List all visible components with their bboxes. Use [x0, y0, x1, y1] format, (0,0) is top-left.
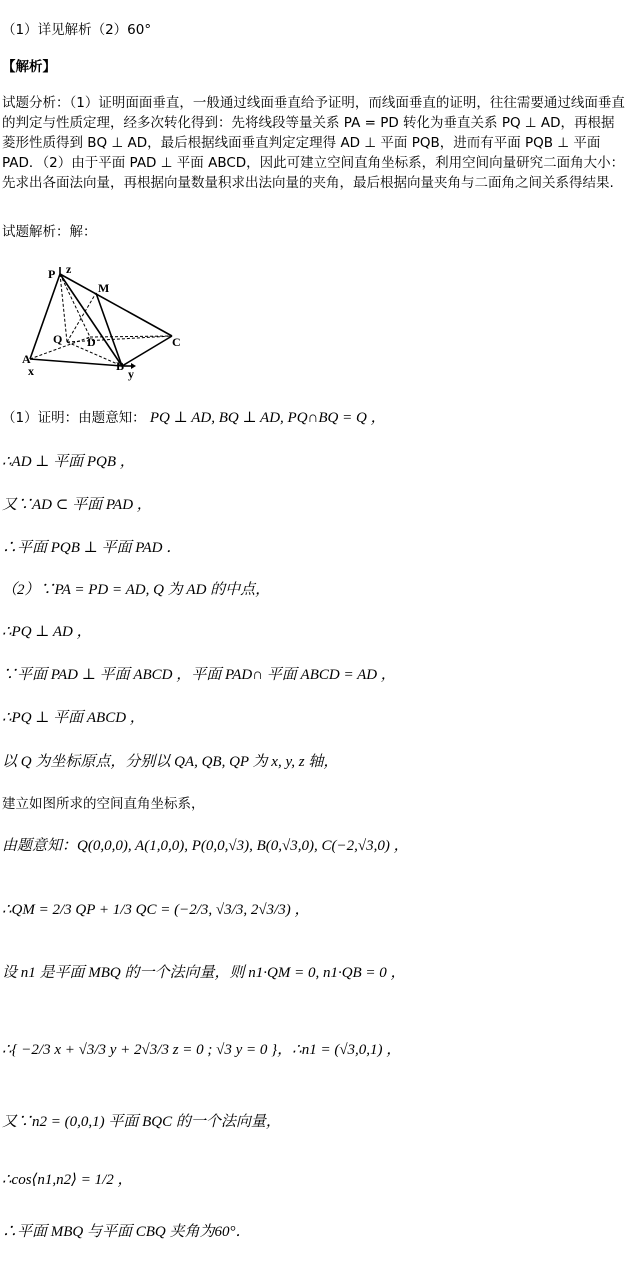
edge-MB — [96, 293, 122, 366]
step-17: ∴平面 MBQ 与平面 CBQ 夹角为60°． — [2, 1224, 251, 1240]
label-B: B — [116, 359, 125, 373]
label-Z: z — [66, 262, 72, 276]
label-D: D — [87, 335, 96, 349]
step-7: ∵平面 PAD ⊥ 平面 ABCD ，平面 PAD∩ 平面 ABCD = AD ， — [2, 667, 396, 683]
analysis-paragraph — [2, 93, 626, 193]
label-P: P — [48, 267, 56, 281]
label-X: x — [28, 364, 34, 378]
edge-BC — [122, 336, 172, 366]
step-10: 建立如图所求的空间直角坐标系， — [2, 796, 205, 812]
step-1-math: PQ ⊥ AD, BQ ⊥ AD, PQ∩BQ = Q ， — [149, 410, 386, 426]
label-C: C — [172, 335, 181, 349]
step-13: 设 n1 是平面 MBQ 的一个法向量，则 n1·QM = 0, n1·QB = 0 ， — [2, 965, 406, 981]
pyramid-figure — [20, 262, 190, 392]
step-16: ∴cos⟨n1,n2⟩ = 1/2 ， — [2, 1172, 133, 1188]
step-9: 以 Q 为坐标原点，分别以 QA, QB, QP 为 x, y, z 轴， — [2, 754, 339, 770]
step-11: 由题意知：Q(0,0,0), A(1,0,0), P(0,0,√3), B(0,√3,0), C(−2,√3,0) ， — [2, 838, 409, 854]
step-15: 又∵n2 = (0,0,1) 平面 BQC 的一个法向量， — [2, 1114, 281, 1130]
step-5: （2）∵PA = PD = AD, Q 为 AD 的中点， — [2, 582, 271, 598]
step-1-text: （1）证明：由题意知： — [2, 410, 146, 426]
step-14: ∴{ −2/3 x + √3/3 y + 2√3/3 z = 0 ; √3 y = 0 }，∴n1 = (√3,0,1) ， — [2, 1042, 402, 1058]
label-A: A — [22, 352, 31, 366]
step-3: 又∵AD ⊂ 平面 PAD ， — [2, 497, 152, 513]
label-Q: Q — [53, 332, 63, 346]
step-4: ∴平面 PQB ⊥ 平面 PAD ． — [2, 540, 182, 556]
answer-line: （1）详见解析（2）60° — [2, 22, 152, 38]
step-1 — [2, 408, 386, 428]
edge-PA — [30, 274, 63, 359]
analysis-title: 试题分析： — [2, 95, 70, 111]
analysis-tag: 【解析】 — [2, 59, 56, 75]
step-12: ∴QM = 2/3 QP + 1/3 QC = (−2/3, √3/3, 2√3/3) ， — [2, 902, 310, 918]
analysis-text: （1）证明面面垂直，一般通过线面垂直给予证明，而线面垂直的证明，往往需要通过线面垂直的判定与性质定理，经多次转化得到：先将线段等量关系 PA = PD 转化为垂直关系 PQ ⊥ AD，再根据菱形性质得到 BQ ⊥ AD，最后根据线面垂直判定定理得 AD ⊥ 平面 PQB，进而有平面 PQB ⊥ 平面 PAD．（2）由于平面 PAD ⊥ 平面 ABCD，因此可建立空间直角坐标系，利用空间向量研究二面角大小：先求出各面法向量，再根据向量数量积求出法向量的夹角，最后根据向量夹角与二面角之间关系得结果. — [2, 95, 625, 191]
label-M: M — [98, 281, 110, 295]
edge-AB — [30, 359, 122, 366]
label-Y: y — [128, 367, 134, 381]
step-6: ∴PQ ⊥ AD ， — [2, 624, 92, 640]
edge-PC — [60, 274, 172, 336]
solution-title: 试题解析：解： — [2, 224, 97, 240]
step-2: ∴AD ⊥ 平面 PQB ， — [2, 454, 135, 470]
step-8: ∴PQ ⊥ 平面 ABCD ， — [2, 710, 145, 726]
edge-QC — [67, 336, 172, 342]
